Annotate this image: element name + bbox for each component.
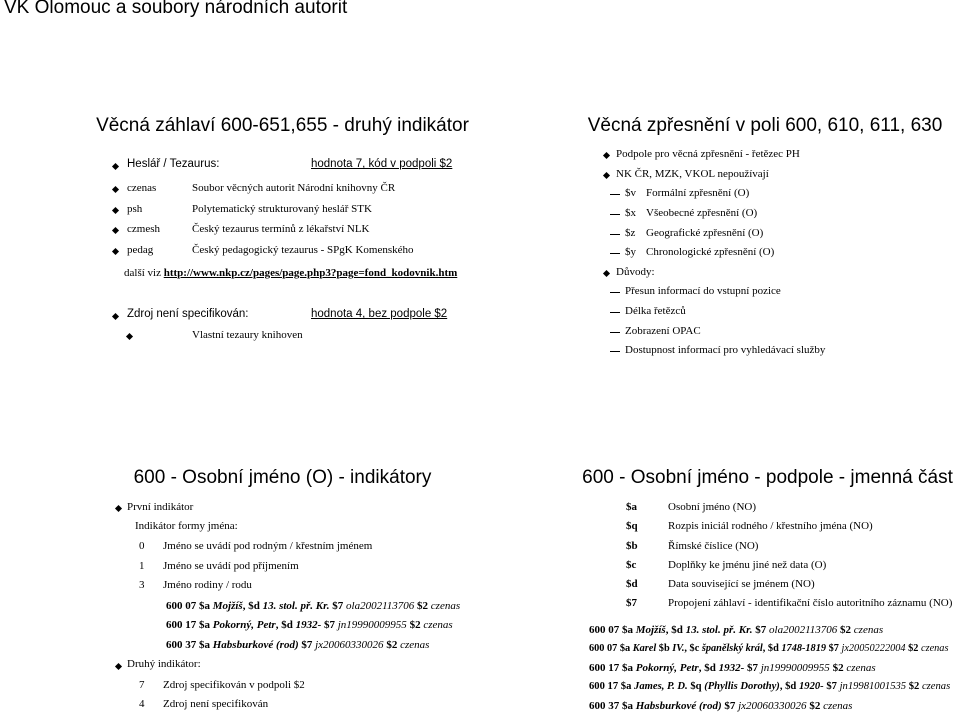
bullet-icon [115,505,122,512]
codes-link[interactable]: http://www.nkp.cz/pages/page.php3?page=fond_kodovnik.htm [163,267,458,279]
source-label: Zdroj není specifikován: [127,308,249,320]
indicator-desc: Zdroj není specifikován [163,698,269,710]
code-czenas: czenas [127,182,157,194]
dash-icon [610,332,620,333]
thesaurus-label: Heslář / Tezaurus: [127,158,220,170]
subfield-desc: Rozpis iniciál rodného / křestního jména (NO) [668,520,873,532]
slide-top-right [575,83,955,383]
slide-bottom-right [575,425,960,722]
code-czmesh: czmesh [127,223,160,235]
subfield-desc: Formální zpřesnění (O) [646,187,750,199]
slide-title: 600 - Osobní jméno - podpole - jmenná část [582,467,953,488]
indicator-value: 1 [139,560,145,572]
name-form-label: Indikátor formy jména: [135,520,238,532]
subfield-desc: Všeobecné zpřesnění (O) [646,207,758,219]
slide-title: 600 - Osobní jméno (O) - indikátory [133,467,432,488]
subfield-code: $y [625,246,636,258]
indicator-desc: Zdroj specifikován v podpoli $2 [163,679,305,691]
dash-icon [610,253,620,254]
bullet-icon [112,207,119,214]
bullet-icon [603,152,610,159]
example-mojzis: 600 07 $a Mojžíš, $d 13. stol. př. Kr. $7 ola2002113706 $2 czenas [166,600,461,612]
desc-psh: Polytematický strukturovaný heslář STK [192,203,372,215]
subfield-desc: Chronologické zpřesnění (O) [646,246,775,258]
reason-item: Dostupnost informací pro vyhledávací služby [625,344,826,356]
desc-czmesh: Český tezaurus termínů z lékařství NLK [192,223,370,235]
code-pedag: pedag [127,244,154,256]
bullet-icon [112,186,119,193]
desc-pedag: Český pedagogický tezaurus - SPgK Komenského [192,244,414,256]
subfield-desc: Římské číslice (NO) [668,540,759,552]
libraries-note: NK ČR, MZK, VKOL nepoužívají [616,168,769,180]
indicator-desc: Jméno rodiny / rodu [163,579,252,591]
slide-top-left [90,83,475,383]
subfield-code: $a [626,501,637,513]
indicator-desc: Jméno se uvádí pod příjmením [163,560,299,572]
subfield-desc: Data související se jménem (NO) [668,578,815,590]
more-text: další viz http://www.nkp.cz/pages/page.php3?page=fond_kodovnik.htm [124,267,458,279]
example-karel: 600 07 $a Karel $b IV., $c španělský král, $d 1748-1819 $7 jx20050222004 $2 czenas [589,643,949,654]
bullet-icon [112,163,119,170]
indicator-value: 3 [139,579,145,591]
page-title: VK Olomouc a soubory národních autorit [4,0,348,18]
dash-icon [610,292,620,293]
bullet-icon [112,313,119,320]
reasons-label: Důvody: [616,266,655,278]
subfield-desc: Propojení záhlaví - identifikační číslo autoritního záznamu (NO) [668,597,953,609]
subfield-desc: Geografické zpřesnění (O) [646,227,764,239]
example-pokorny: 600 17 $a Pokorný, Petr, $d 1932- $7 jn19990009955 $2 czenas [166,619,453,631]
subfield-code: $7 [626,597,637,609]
subfield-desc: Osobní jméno (NO) [668,501,756,513]
indicator-value: 4 [139,698,145,710]
bullet-icon [603,172,610,179]
bullet-icon [115,663,122,670]
subfield-code: $v [625,187,636,199]
slide-title: Věcná zpřesnění v poli 600, 610, 611, 630 [587,115,943,136]
example-pokorny: 600 17 $a Pokorný, Petr, $d 1932- $7 jn19990009955 $2 czenas [589,662,876,674]
desc-czenas: Soubor věcných autorit Národní knihovny ČR [192,182,396,194]
slide-bottom-left [90,425,475,722]
thesaurus-value: hodnota 7, kód v podpoli $2 [311,158,453,170]
slide-title: Věcná záhlaví 600-651,655 - druhý indikátor [96,115,469,136]
first-indicator-label: První indikátor [127,501,194,513]
code-psh: psh [127,203,143,215]
subfield-code: $z [625,227,636,239]
subfields-note: Podpole pro věcná zpřesnění - řetězec PH [616,148,800,160]
subfield-code: $x [625,207,636,219]
subfield-code: $b [626,540,638,552]
dash-icon [610,214,620,215]
example-james: 600 17 $a James, P. D. $q (Phyllis Dorothy), $d 1920- $7 jn19981001535 $2 czenas [589,681,951,692]
indicator-desc: Jméno se uvádí pod rodným / křestním jménem [163,540,373,552]
reason-item: Zobrazení OPAC [625,325,701,337]
example-habsburkove: 600 37 $a Habsburkové (rod) $7 jx20060330026 $2 czenas [166,639,430,651]
source-value: hodnota 4, bez podpole $2 [311,308,448,320]
reason-item: Délka řetězců [625,305,686,317]
bullet-icon [126,333,133,340]
example-habsburkove: 600 37 $a Habsburkové (rod) $7 jx20060330026 $2 czenas [589,700,853,712]
dash-icon [610,351,620,352]
bullet-icon [112,227,119,234]
dash-icon [610,194,620,195]
bullet-icon [112,248,119,255]
bullet-icon [603,270,610,277]
dash-icon [610,312,620,313]
indicator-value: 0 [139,540,145,552]
dash-icon [610,234,620,235]
subfield-code: $d [626,578,638,590]
indicator-value: 7 [139,679,145,691]
subfield-code: $q [626,520,638,532]
second-indicator-label: Druhý indikátor: [127,658,201,670]
own-thesauri: Vlastní tezaury knihoven [192,329,303,341]
subfield-desc: Doplňky ke jménu jiné než data (O) [668,559,827,571]
example-mojzis: 600 07 $a Mojžíš, $d 13. stol. př. Kr. $7 ola2002113706 $2 czenas [589,624,884,636]
subfield-code: $c [626,559,637,571]
reason-item: Přesun informací do vstupní pozice [625,285,781,297]
